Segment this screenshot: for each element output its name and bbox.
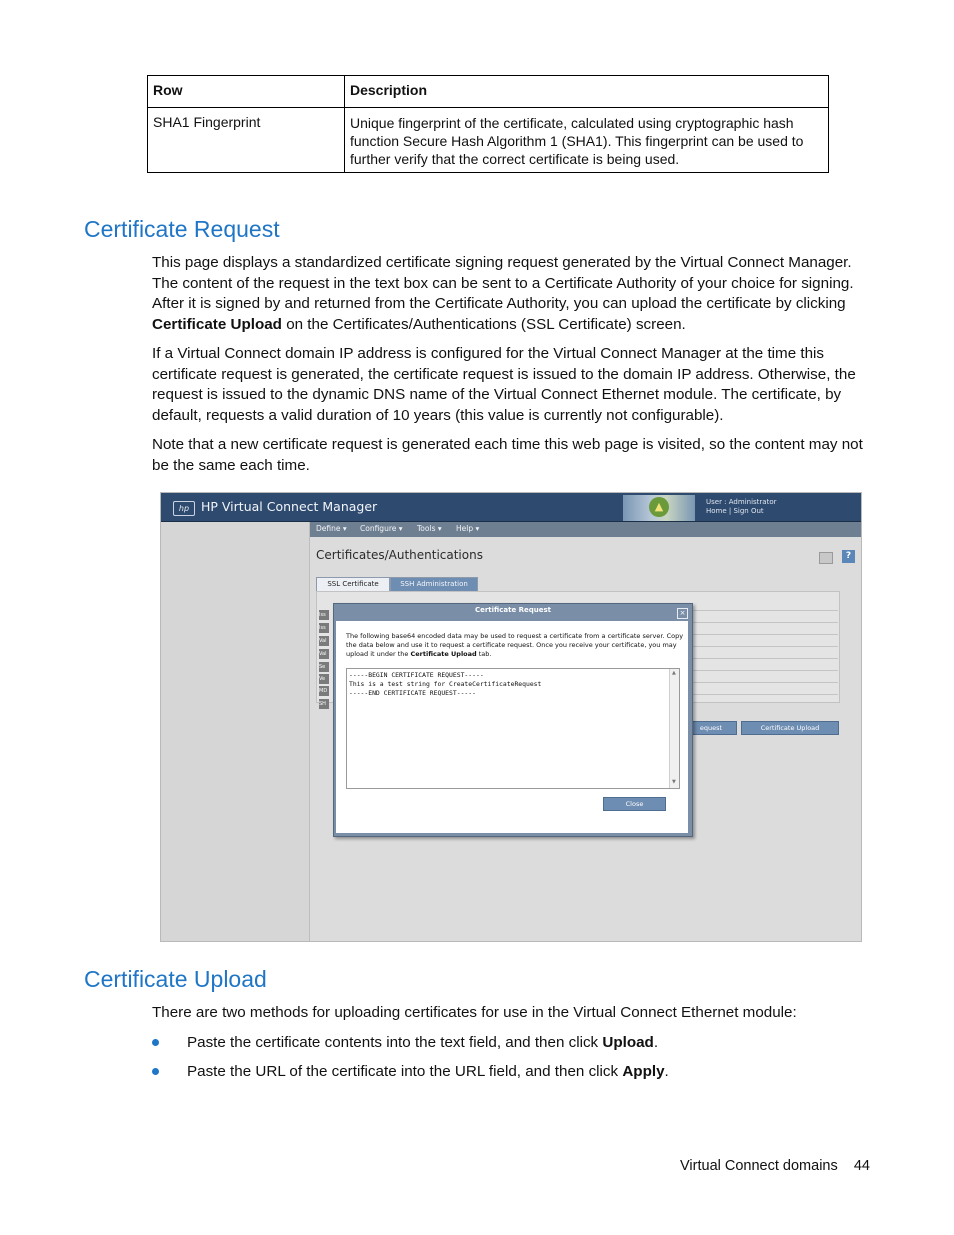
content-area: [310, 843, 861, 941]
row-line: [691, 683, 838, 695]
csr-content: -----BEGIN CERTIFICATE REQUEST----- This is a test string for CreateCertificateRequest -----END CERTIFICATE REQUEST-----: [349, 671, 542, 697]
user-label: User : Administrator: [706, 498, 777, 506]
paragraph-3: Note that a new certificate request is generated each time this web page is visited, so the content may not be the same each time.: [152, 436, 863, 474]
paragraph-1-bold: Certificate Upload: [152, 315, 282, 333]
dialog-instructions: [346, 632, 686, 659]
hp-logo-icon: hp: [173, 501, 195, 516]
bullet-icon: [152, 1068, 159, 1075]
row-stub: MD: [319, 688, 328, 694]
table-row: [148, 108, 829, 173]
certificate-upload-heading: Certificate Upload: [84, 966, 267, 992]
page-number: 44: [853, 1158, 870, 1174]
paragraph-1-text-a: This page displays a standardized certificate signing request generated by the Virtual Connect Manager. The content of the request in the text box can be sent to a Certificate Authority of your choice for signing. After it is signed by and returned from the Certificate Authority, you can upload the certificate by clicking: [152, 254, 854, 312]
bullet-text-a: Paste the certificate contents into the text field, and then click: [187, 1034, 603, 1051]
menu-help[interactable]: Help ▾: [456, 524, 480, 533]
house-icon: ▲: [649, 497, 669, 517]
bullet-text-b: .: [664, 1063, 669, 1080]
bullet-bold: Apply: [622, 1063, 665, 1080]
row-line: [691, 611, 838, 623]
certificate-request-dialog: [333, 603, 693, 837]
bullet-icon: [152, 1039, 159, 1046]
menu-bar: [310, 522, 861, 537]
vcm-screenshot: [160, 492, 862, 942]
dialog-text-bold: Certificate Upload: [410, 650, 477, 658]
menu-define[interactable]: Define ▾: [316, 524, 347, 533]
app-title: HP Virtual Connect Manager: [201, 499, 378, 514]
left-navigation-pane: [161, 522, 310, 941]
csr-textarea[interactable]: [346, 668, 680, 789]
page-title: Certificates/Authentications: [316, 548, 483, 562]
bullet-text-a: Paste the URL of the certificate into the URL field, and then click: [187, 1063, 623, 1080]
row-stub: Iss: [319, 610, 329, 620]
row-line: [691, 623, 838, 635]
dialog-text-b: tab.: [476, 650, 492, 658]
user-info: [706, 498, 776, 516]
paragraph-1-text-b: on the Certificates/Authentications (SSL Certificate) screen.: [281, 315, 686, 333]
row-stub: Iss: [319, 623, 329, 633]
row-stub: Val: [319, 636, 329, 646]
row-line: [691, 635, 838, 647]
bullet-text-b: .: [653, 1034, 659, 1051]
tab-ssh-administration[interactable]: SSH Administration: [390, 577, 478, 592]
row-description-table: [147, 75, 829, 173]
column-header-row: Row: [148, 76, 345, 108]
dialog-title: Certificate Request: [474, 606, 552, 614]
close-button[interactable]: Close: [603, 797, 666, 811]
row-stub: SH: [319, 699, 329, 709]
help-icon[interactable]: ?: [842, 550, 855, 563]
home-signout-links[interactable]: Home | Sign Out: [706, 507, 764, 515]
column-header-description: Description: [345, 76, 829, 108]
row-line: [691, 647, 838, 659]
row-line: [691, 599, 838, 611]
row-name-cell: SHA1 Fingerprint: [148, 108, 345, 173]
row-stub: Val: [319, 649, 329, 659]
table-header-row: [148, 76, 829, 108]
certificate-request-button[interactable]: equest: [685, 721, 737, 735]
row-stub: Ve: [319, 674, 329, 684]
print-icon[interactable]: [819, 552, 833, 564]
dialog-text-a: The following base64 encoded data may be used to request a certificate from a certificate server. Copy the data below and use it to request a certificate request. Once you receive your certificate, you may upload it under the: [346, 632, 684, 658]
certificate-request-heading: Certificate Request: [84, 216, 280, 242]
certificate-upload-button[interactable]: Certificate Upload: [741, 721, 839, 735]
row-description-cell: Unique fingerprint of the certificate, calculated using cryptographic hash function Secure Hash Algorithm 1 (SHA1). This fingerprint can be used to further verify that the correct certificate is being used.: [345, 108, 829, 173]
close-icon[interactable]: ×: [677, 608, 688, 619]
upload-intro: There are two methods for uploading certificates for use in the Virtual Connect Ethernet module:: [152, 1004, 797, 1021]
row-line: [691, 659, 838, 671]
menu-tools[interactable]: Tools ▾: [417, 524, 442, 533]
menu-configure[interactable]: Configure ▾: [360, 524, 403, 533]
footer-section: Virtual Connect domains: [680, 1158, 838, 1174]
tab-ssl-certificate[interactable]: SSL Certificate: [316, 577, 390, 591]
row-line: [691, 671, 838, 683]
dialog-body: [336, 621, 688, 833]
app-titlebar: [161, 493, 861, 522]
textarea-scrollbar[interactable]: [669, 669, 679, 788]
paragraph-2: If a Virtual Connect domain IP address is configured for the Virtual Connect Manager at the time this certificate request is generated, the certificate request is issued to the domain IP address. Otherwise, the request is issued to the dynamic DNS name of the Virtual Connect Ethernet module. The certificate, by default, requests a valid duration of 10 years (this value is currently not configurable).: [152, 345, 856, 424]
scroll-down-icon[interactable]: ▼: [672, 779, 676, 785]
page-footer: [620, 1158, 870, 1174]
bullet-bold: Upload: [602, 1034, 654, 1051]
row-stub: Se: [319, 662, 329, 672]
paragraph-1: [152, 253, 872, 335]
scroll-up-icon[interactable]: ▲: [672, 670, 676, 676]
